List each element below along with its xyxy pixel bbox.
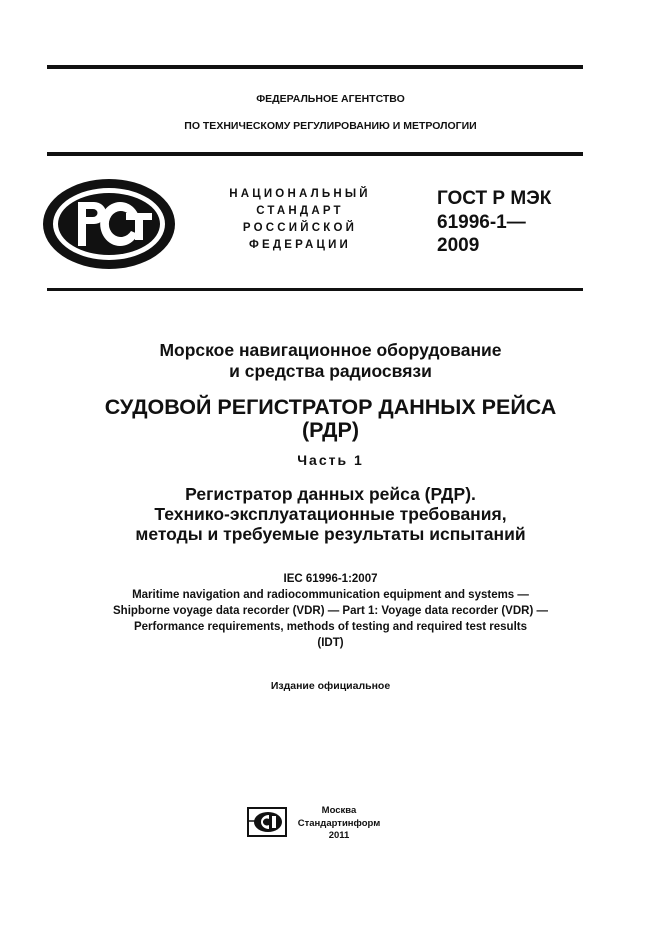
document-title-block	[0, 340, 661, 382]
iec-title-line-1: Maritime navigation and radiocommunication equipment and systems —	[132, 589, 529, 601]
designation-line: 2009	[437, 235, 480, 256]
part-label: Часть 1	[297, 452, 364, 468]
iec-title-line-3: Performance requirements, methods of testing and required test results	[133, 621, 527, 633]
national-standard-line: ФЕДЕРАЦИИ	[248, 239, 352, 251]
header-rule	[47, 152, 583, 156]
subtitle-block	[0, 484, 661, 544]
title-line-1: Морское навигационное оборудование	[159, 340, 502, 360]
main-title-block	[0, 396, 661, 442]
top-rule	[47, 65, 583, 69]
gost-r-emblem-icon	[42, 178, 176, 270]
publisher-block	[294, 805, 384, 843]
edition-note: Издание официальное	[270, 680, 391, 692]
standartinform-logo-icon	[247, 807, 287, 837]
iec-reference-block	[0, 571, 661, 651]
iec-title-line-2: Shipborne voyage data recorder (VDR) — Part 1: Voyage data recorder (VDR) —	[113, 605, 548, 617]
subtitle-line-3: методы и требуемые результаты испытаний	[135, 524, 526, 544]
designation-line: 61996-1—	[437, 211, 526, 233]
publisher-city: Москва	[321, 805, 357, 816]
national-standard-line: РОССИЙСКОЙ	[242, 222, 358, 234]
standard-designation	[437, 187, 551, 258]
publisher-year: 2011	[328, 830, 350, 841]
section-rule	[47, 288, 583, 291]
title-line-2: и средства радиосвязи	[229, 361, 432, 381]
subtitle-line-1: Регистратор данных рейса (РДР).	[185, 484, 476, 504]
national-standard-line: НАЦИОНАЛЬНЫЙ	[229, 188, 371, 200]
national-standard-line: СТАНДАРТ	[256, 205, 344, 217]
main-title-line-2: (РДР)	[302, 418, 359, 442]
iec-identity: (IDT)	[317, 637, 344, 649]
publisher-name: Стандартинформ	[297, 817, 381, 829]
designation-line: ГОСТ Р МЭК	[437, 188, 552, 209]
agency-line-2: ПО ТЕХНИЧЕСКОМУ РЕГУЛИРОВАНИЮ И МЕТРОЛОГИИ	[184, 120, 477, 132]
iec-code: IEC 61996-1:2007	[283, 573, 378, 585]
subtitle-line-2: Технико-эксплуатационные требования,	[154, 504, 507, 524]
national-standard-label	[210, 186, 390, 254]
main-title-line-1: СУДОВОЙ РЕГИСТРАТОР ДАННЫХ РЕЙСА	[104, 395, 557, 419]
agency-line-1: ФЕДЕРАЛЬНОЕ АГЕНТСТВО	[256, 93, 405, 105]
